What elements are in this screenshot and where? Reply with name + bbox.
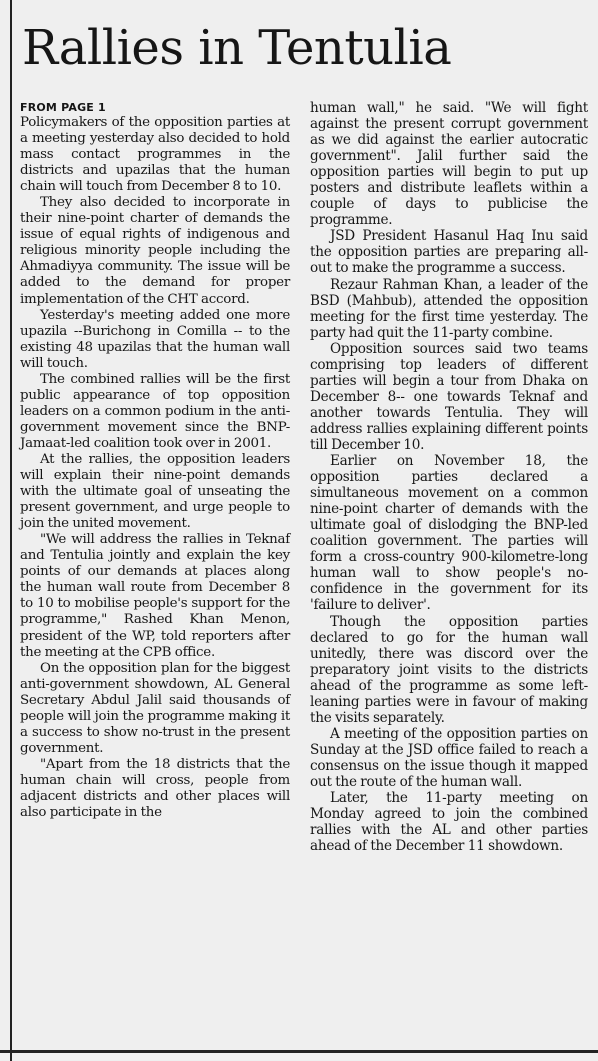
paragraph: Earlier on November 18, the opposition parties declared a simultaneous movement on a common nine-point charter of demands with the ultimate goal of dislodging the BNP-led coalition government. The parties will form a cross-country 900-kilometre-long human wall to show people's no-confidence in the government for its 'failure to deliver'.: [310, 453, 588, 614]
paragraph: JSD President Hasanul Haq Inu said the opposition parties are preparing all-out to make the programme a success.: [310, 228, 588, 277]
paragraph: On the opposition plan for the biggest anti-government showdown, AL General Secretary Abdul Jalil said thousands of people will join the programme making it a success to show no-trust in the present government.: [20, 660, 290, 756]
paragraph: They also decided to incorporate in their nine-point charter of demands the issue of equal rights of indigenous and religious minority people including the Ahmadiyya community. The issue will be added to the demand for proper implementation of the CHT accord.: [20, 195, 290, 307]
paragraph: Policymakers of the opposition parties at a meeting yesterday also decided to hold mass contact programmes in the districts and upazilas that the human chain will touch from December 8 to 10.: [20, 115, 290, 195]
paragraph: Though the opposition parties declared to go for the human wall unitedly, there was discord over the preparatory joint visits to the districts ahead of the programme as some left-leaning parties were in favour of making the visits separately.: [310, 613, 588, 726]
bottom-rule: [0, 1050, 598, 1053]
left-column: [20, 100, 290, 821]
paragraph: Yesterday's meeting added one more upazila --Burichong in Comilla -- to the existing 48 upazilas that the human wall will touch.: [20, 307, 290, 371]
paragraph: "We will address the rallies in Teknaf and Tentulia jointly and explain the key points of our demands at places along the human wall route from December 8 to 10 to mobilise people's support for the programme," Rashed Khan Menon, president of the WP, told reporters after the meeting at the CPB office.: [20, 532, 290, 660]
paragraph: The combined rallies will be the first public appearance of top opposition leaders on a common podium in the anti-government movement since the BNP-Jamaat-led coalition took over in 2001.: [20, 371, 290, 451]
paragraph: A meeting of the opposition parties on Sunday at the JSD office failed to reach a consensus on the issue though it mapped out the route of the human wall.: [310, 725, 588, 790]
paragraph: At the rallies, the opposition leaders will explain their nine-point demands with the ultimate goal of unseating the present government, and urge people to join the united movement.: [20, 451, 290, 532]
right-column: [310, 100, 588, 854]
paragraph: "Apart from the 18 districts that the human chain will cross, people from adjacent districts and other places will also participate in the: [20, 756, 290, 821]
paragraph: Later, the 11-party meeting on Monday agreed to join the combined rallies with the AL and other parties ahead of the December 11 showdown.: [310, 790, 588, 855]
paragraph: human wall," he said. "We will fight against the present corrupt government as we did against the earlier autocratic government". Jalil further said the opposition parties will begin to put up posters and distribute leaflets within a couple of days to publicise the programme.: [310, 100, 588, 229]
paragraph: Opposition sources said two teams comprising top leaders of different parties will begin a tour from Dhaka on December 8-- one towards Teknaf and another towards Tentulia. They will address rallies explaining different points till December 10.: [310, 340, 588, 453]
paragraph: Rezaur Rahman Khan, a leader of the BSD (Mahbub), attended the opposition meeting for the first time yesterday. The party had quit the 11-party combine.: [310, 276, 588, 341]
left-column-rule: [10, 0, 12, 1061]
kicker: FROM PAGE 1: [20, 101, 106, 114]
headline: Rallies in Tentulia: [22, 20, 452, 76]
